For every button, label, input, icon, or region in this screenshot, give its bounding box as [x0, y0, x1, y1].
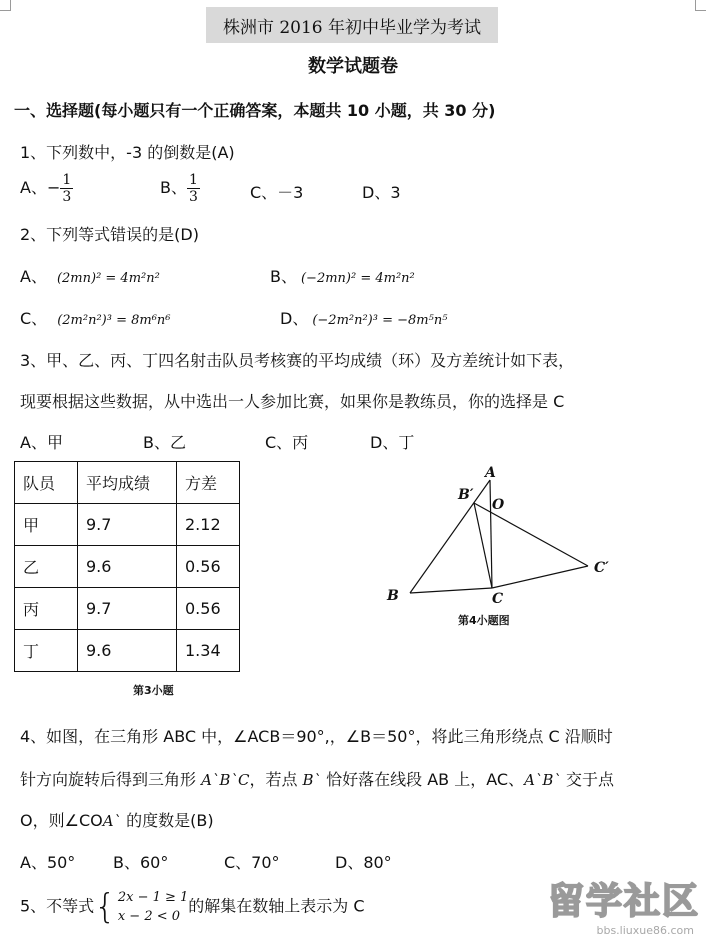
point-label-a: A	[485, 465, 496, 481]
table-caption: 第3小题	[133, 684, 174, 697]
option-label: D、	[280, 309, 309, 328]
point-label-o: O	[492, 497, 505, 513]
paper-subtitle: 数学试题卷	[308, 56, 398, 77]
table-row	[15, 630, 240, 672]
table-cell: 0.56	[177, 588, 240, 630]
table-row	[15, 546, 240, 588]
section-heading-multiple-choice: 一、选择题(每小题只有一个正确答案，本题共 10 小题，共 30 分)	[14, 101, 496, 120]
equation: (2m²n²)³ = 8m⁶n⁶	[57, 313, 171, 328]
math-triangle-name: A`B`C	[201, 771, 250, 789]
fraction-one-third	[187, 172, 200, 205]
question-2-option-a	[20, 264, 160, 287]
question-2-option-b	[270, 264, 415, 287]
text-run: 的解集在数轴上表示为 C	[188, 896, 365, 916]
point-label-c: C	[492, 591, 504, 607]
table-cell: 甲	[15, 504, 78, 546]
triangle-rotation-figure	[370, 458, 630, 633]
table-cell: 9.6	[78, 630, 177, 672]
table-header-cell: 队员	[15, 462, 78, 504]
question-3-line-2: 现要根据这些数据，从中选出一人参加比赛，如果你是教练员，你的选择是 C	[20, 392, 565, 411]
table-row	[15, 588, 240, 630]
math-point-name: B`	[302, 771, 322, 789]
table-cell: 9.7	[78, 588, 177, 630]
table-cell: 0.56	[177, 546, 240, 588]
question-1-option-b	[160, 172, 200, 205]
option-label: A、	[20, 267, 47, 286]
text-run: O，则∠CO	[20, 811, 103, 830]
fraction-numerator: 1	[62, 172, 72, 188]
question-2-stem: 2、下列等式错误的是(D)	[20, 225, 199, 244]
exam-title: 株洲市 2016 年初中毕业学为考试	[206, 7, 498, 43]
table-cell: 9.7	[78, 504, 177, 546]
table-header-row	[15, 462, 240, 504]
option-label: C、	[20, 309, 48, 328]
left-brace: {	[94, 887, 116, 927]
question-1-option-d: D、3	[362, 183, 401, 202]
segment-a-b	[410, 480, 490, 593]
segment-b-c	[410, 588, 492, 593]
question-2-option-c	[20, 306, 171, 329]
option-label: A、	[20, 178, 47, 197]
text-run: ，若点	[249, 770, 303, 789]
fraction-one-third	[60, 172, 73, 205]
question-4-option-c: C、70°	[224, 853, 280, 872]
table-header-cell: 方差	[177, 462, 240, 504]
inequality-system	[94, 888, 188, 926]
crop-mark-top-left	[0, 0, 11, 11]
text-run: 恰好落在线段 AB 上，AC、	[321, 770, 525, 789]
equation: (−2mn)² = 4m²n²	[300, 271, 415, 286]
text-run: 的度数是(B)	[121, 811, 214, 830]
question-3-option-c: C、丙	[265, 433, 309, 452]
question-1-stem: 1、下列数中，-3 的倒数是(A)	[20, 143, 235, 162]
table-cell: 1.34	[177, 630, 240, 672]
question-1-option-a	[20, 172, 73, 205]
fraction-denominator: 3	[188, 189, 198, 205]
watermark-url: bbs.liuxue86.com	[596, 924, 694, 937]
equation: (−2m²n²)³ = −8m⁵n⁵	[312, 313, 448, 328]
question-1-option-c: C、－3	[250, 183, 304, 202]
question-4-option-a: A、50°	[20, 853, 76, 872]
table-cell: 丙	[15, 588, 78, 630]
text-run: 针方向旋转后得到三角形	[20, 770, 202, 789]
question-3-option-b: B、乙	[143, 433, 186, 452]
text-run: 交于点	[560, 770, 615, 789]
question-4-option-b: B、60°	[113, 853, 169, 872]
option-label: B、	[270, 267, 297, 286]
point-label-b: B	[387, 588, 399, 604]
text-run: 5、不等式	[20, 896, 95, 916]
point-label-c-prime: C′	[594, 560, 609, 576]
table-cell: 乙	[15, 546, 78, 588]
math-segment-name: A`B`	[524, 771, 561, 789]
question-4-line-2	[20, 767, 614, 790]
table-cell: 丁	[15, 630, 78, 672]
watermark-logo-text: 留学社区	[548, 881, 701, 922]
question-5-stem	[20, 888, 365, 926]
fraction-numerator: 1	[188, 172, 198, 188]
question-3-line-1: 3、甲、乙、丙、丁四名射击队员考核赛的平均成绩（环）及方差统计如下表，	[20, 351, 575, 370]
option-label: B、	[160, 178, 187, 197]
inequality-lines	[118, 888, 188, 926]
score-variance-table	[14, 461, 240, 672]
question-4-line-1: 4、如图，在三角形 ABC 中，∠ACB＝90°,，∠B＝50°，将此三角形绕点 C 沿顺时	[20, 727, 613, 746]
inequality-1: 2x − 1 ≥ 1	[117, 890, 189, 905]
site-watermark	[548, 880, 700, 944]
table-row	[15, 504, 240, 546]
point-label-b-prime: B′	[458, 487, 474, 503]
table-cell: 2.12	[177, 504, 240, 546]
question-3-option-a: A、甲	[20, 433, 63, 452]
table-cell: 9.6	[78, 546, 177, 588]
crop-mark-top-right	[695, 0, 706, 11]
segment-c-cprime	[492, 566, 588, 588]
inequality-2: x − 2 < 0	[117, 909, 181, 924]
question-2-option-d	[280, 306, 447, 329]
equation: (2mn)² = 4m²n²	[56, 271, 160, 286]
table-header-cell: 平均成绩	[78, 462, 177, 504]
question-4-option-d: D、80°	[335, 853, 392, 872]
question-4-line-3	[20, 808, 214, 831]
math-point-name: A`	[102, 812, 122, 830]
question-3-option-d: D、丁	[370, 433, 415, 452]
figure-caption: 第4小题图	[458, 614, 510, 627]
fraction-denominator: 3	[62, 189, 72, 205]
minus-sign: −	[46, 178, 61, 197]
segment-bprime-c	[474, 503, 492, 588]
